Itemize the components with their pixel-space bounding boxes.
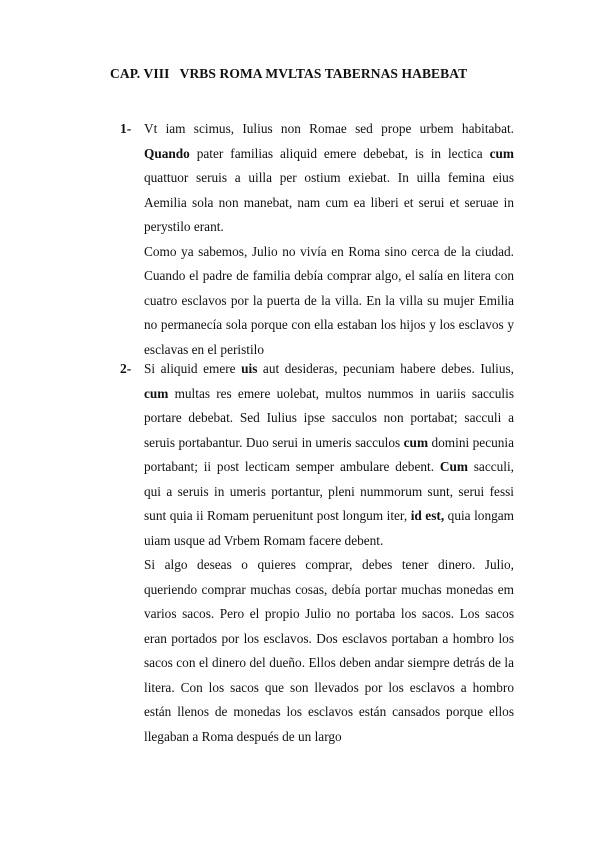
latin-text: Vt iam scimus, Iulius non Romae sed prope urbem habitabat. [144, 121, 514, 136]
latin-paragraph [144, 357, 514, 553]
bold-latin-word: id est, [410, 508, 445, 523]
latin-text: domini pecunia portabant; ii post lecticam semper ambulare debent. [144, 434, 515, 474]
latin-text: quia longam uiam usque ad Vrbem Romam facere debent. [144, 508, 514, 548]
item-body [144, 117, 514, 362]
bold-latin-word: cum [144, 385, 169, 401]
latin-text: Si aliquid emere [144, 361, 242, 376]
spanish-translation: Como ya sabemos, Julio no vivía en Roma sino cerca de la ciudad. Cuando el padre de familia debía comprar algo, el salía en litera con cuatro esclavos por la puerta de la villa. En la villa su mujer Emilia no permanecía sola porque con ella estaban los hijos y los esclavos y esclavas en el peristilo [144, 243, 514, 357]
item-body [144, 357, 514, 749]
bold-latin-word: Quando [144, 145, 190, 161]
latin-paragraph [144, 117, 514, 240]
latin-text: aut desideras, pecuniam habere debes. Iulius, [257, 361, 514, 376]
latin-text: sacculi, qui a seruis in umeris portantur, pleni nummorum sunt, serui fessi sunt quia ii Romam peruenitunt post longum iter, [144, 459, 514, 523]
bold-latin-word: Cum [439, 459, 468, 474]
latin-text: multas res emere uolebat, multos nummos in uariis sacculis portare debebat. Sed Iulius ipse sacculos non portabat; sacculi a seruis portabantur. Duo serui in umeris sacculos [144, 385, 514, 450]
bold-latin-word: uis [241, 361, 258, 376]
item-number: 1- [120, 121, 132, 136]
latin-text: pater familias aliquid emere debebat, is in lectica [189, 145, 490, 161]
bold-latin-word: cum [403, 434, 429, 450]
spanish-translation: Si algo deseas o quieres comprar, debes tener dinero. Julio, queriendo comprar muchas cosas, debía portar muchas monedas em varios sacos. Pero el propio Julio no portaba los sacos. Los sacos eran portados por los esclavos. Dos esclavos portaban a hombro los sacos con el dinero del dueño. Ellos deben andar siempre detrás de la litera. Con los sacos que son llevados por los esclavos a hombro están llenos de monedas los esclavos están cansados porque ellos llegaban a Roma después de un largo [144, 557, 514, 744]
item-number: 2- [120, 361, 132, 376]
latin-text: quattuor seruis a uilla per ostium exiebat. In uilla femina eius Aemilia sola non manebat, nam cum ea liberi et serui et seruae in perystilo erant. [144, 170, 514, 234]
chapter-title: CAP. VIII VRBS ROMA MVLTAS TABERNAS HABEBAT [110, 66, 468, 81]
bold-latin-word: cum [489, 145, 514, 161]
